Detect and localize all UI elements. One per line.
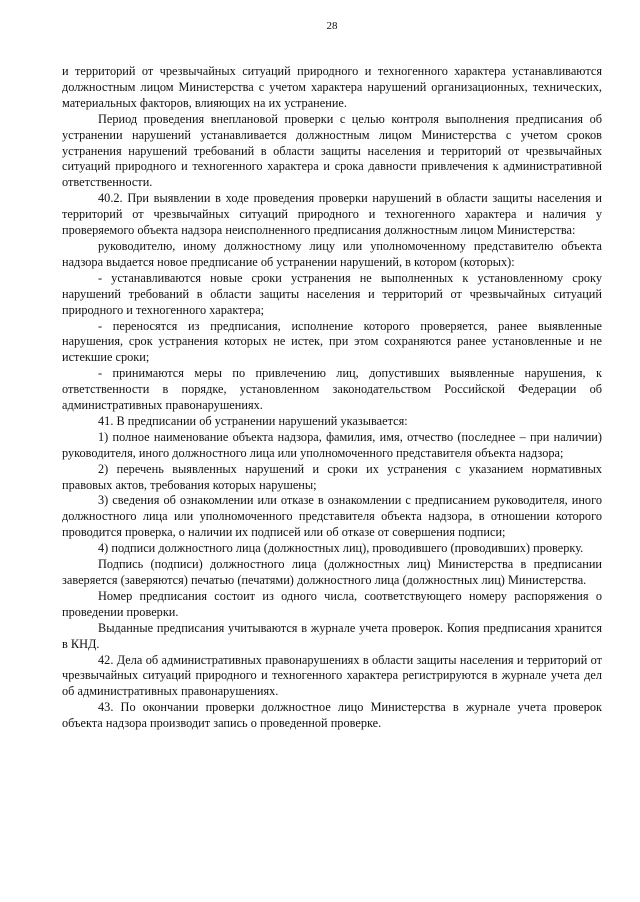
paragraph-43: 43. По окончании проверки должностное лицо Министерства в журнале учета проверок объекта надзора производит запись о проведенной проверке.	[62, 700, 602, 731]
paragraph-40-2: 40.2. При выявлении в ходе проведения проверки нарушений в области защиты населения и территорий от чрезвычайных ситуаций природного и техногенного характера и наличия у проверяемого объекта надзора неисполненного предписания должностным лицом Министерства:	[62, 191, 602, 238]
paragraph-41-item-1: 1) полное наименование объекта надзора, фамилия, имя, отчество (последнее – при наличии) руководителя, иного должностного лица или уполномоченного представителя объекта надзора;	[62, 429, 602, 460]
paragraph-41-item-2: 2) перечень выявленных нарушений и сроки их устранения с указанием нормативных правовых актов, требования которых нарушены;	[62, 461, 602, 492]
paragraph-new-order: руководителю, иному должностному лицу или уполномоченному представителю объекта надзора выдается новое предписание об устранении нарушений, в котором (которых):	[62, 238, 602, 269]
document-body	[62, 64, 602, 732]
paragraph-order-number: Номер предписания состоит из одного числа, соответствующего номеру распоряжения о проведении проверки.	[62, 588, 602, 619]
page-number: 28	[326, 20, 338, 32]
paragraph-transferred-violations: - переносятся из предписания, исполнение которого проверяется, ранее выявленные нарушения, срок устранения которых не истек, при этом сохраняются ранее установленные и не истекшие сроки;	[62, 318, 602, 365]
paragraph-41-item-4: 4) подписи должностного лица (должностных лиц), проводившего (проводивших) проверку.	[98, 541, 584, 556]
paragraph-41: 41. В предписании об устранении нарушений указывается:	[98, 413, 408, 428]
paragraph-42: 42. Дела об административных правонарушениях в области защиты населения и территорий от чрезвычайных ситуаций природного и техногенного характера регистрируются в журнале учета дел об административных правонарушениях.	[62, 652, 602, 699]
paragraph-41-item-3: 3) сведения об ознакомлении или отказе в ознакомлении с предписанием руководителя, иного должностного лица или уполномоченного представителя объекта надзора, в отношении которого проводится проверка, о наличии их подписей или об отказе от совершения подписи;	[62, 493, 602, 540]
paragraph-new-deadlines: - устанавливаются новые сроки устранения не выполненных к установленному сроку нарушений требований в области защиты населения и территорий от чрезвычайных ситуаций природного и техногенного характера;	[62, 270, 602, 317]
paragraph-signature-seal: Подпись (подписи) должностного лица (должностных лиц) Министерства в предписании заверяется (заверяются) печатью (печатями) должностного лица (должностных лиц) Министерства.	[62, 557, 602, 587]
paragraph-liability-measures: - принимаются меры по привлечению лиц, допустивших выявленные нарушения, к ответственности в порядке, установленном законодательством Российской Федерации об административных правонарушениях.	[62, 366, 602, 413]
paragraph-inspection-period: Период проведения внеплановой проверки с целью контроля выполнения предписания об устранении нарушений устанавливается должностным лицом Министерства с учетом сроков устранения нарушений требований в области защиты населения и территорий от чрезвычайных ситуаций природного и техногенного характера и срока давности привлечения к административной ответственности.	[62, 111, 602, 190]
paragraph-continuation: и территорий от чрезвычайных ситуаций природного и техногенного характера устанавливаются должностным лицом Министерства с учетом характера нарушений организационных, технических, материальных факторов, влияющих на их устранение.	[62, 64, 602, 110]
paragraph-journal-record: Выданные предписания учитываются в журнале учета проверок. Копия предписания хранится в КНД.	[62, 620, 602, 651]
